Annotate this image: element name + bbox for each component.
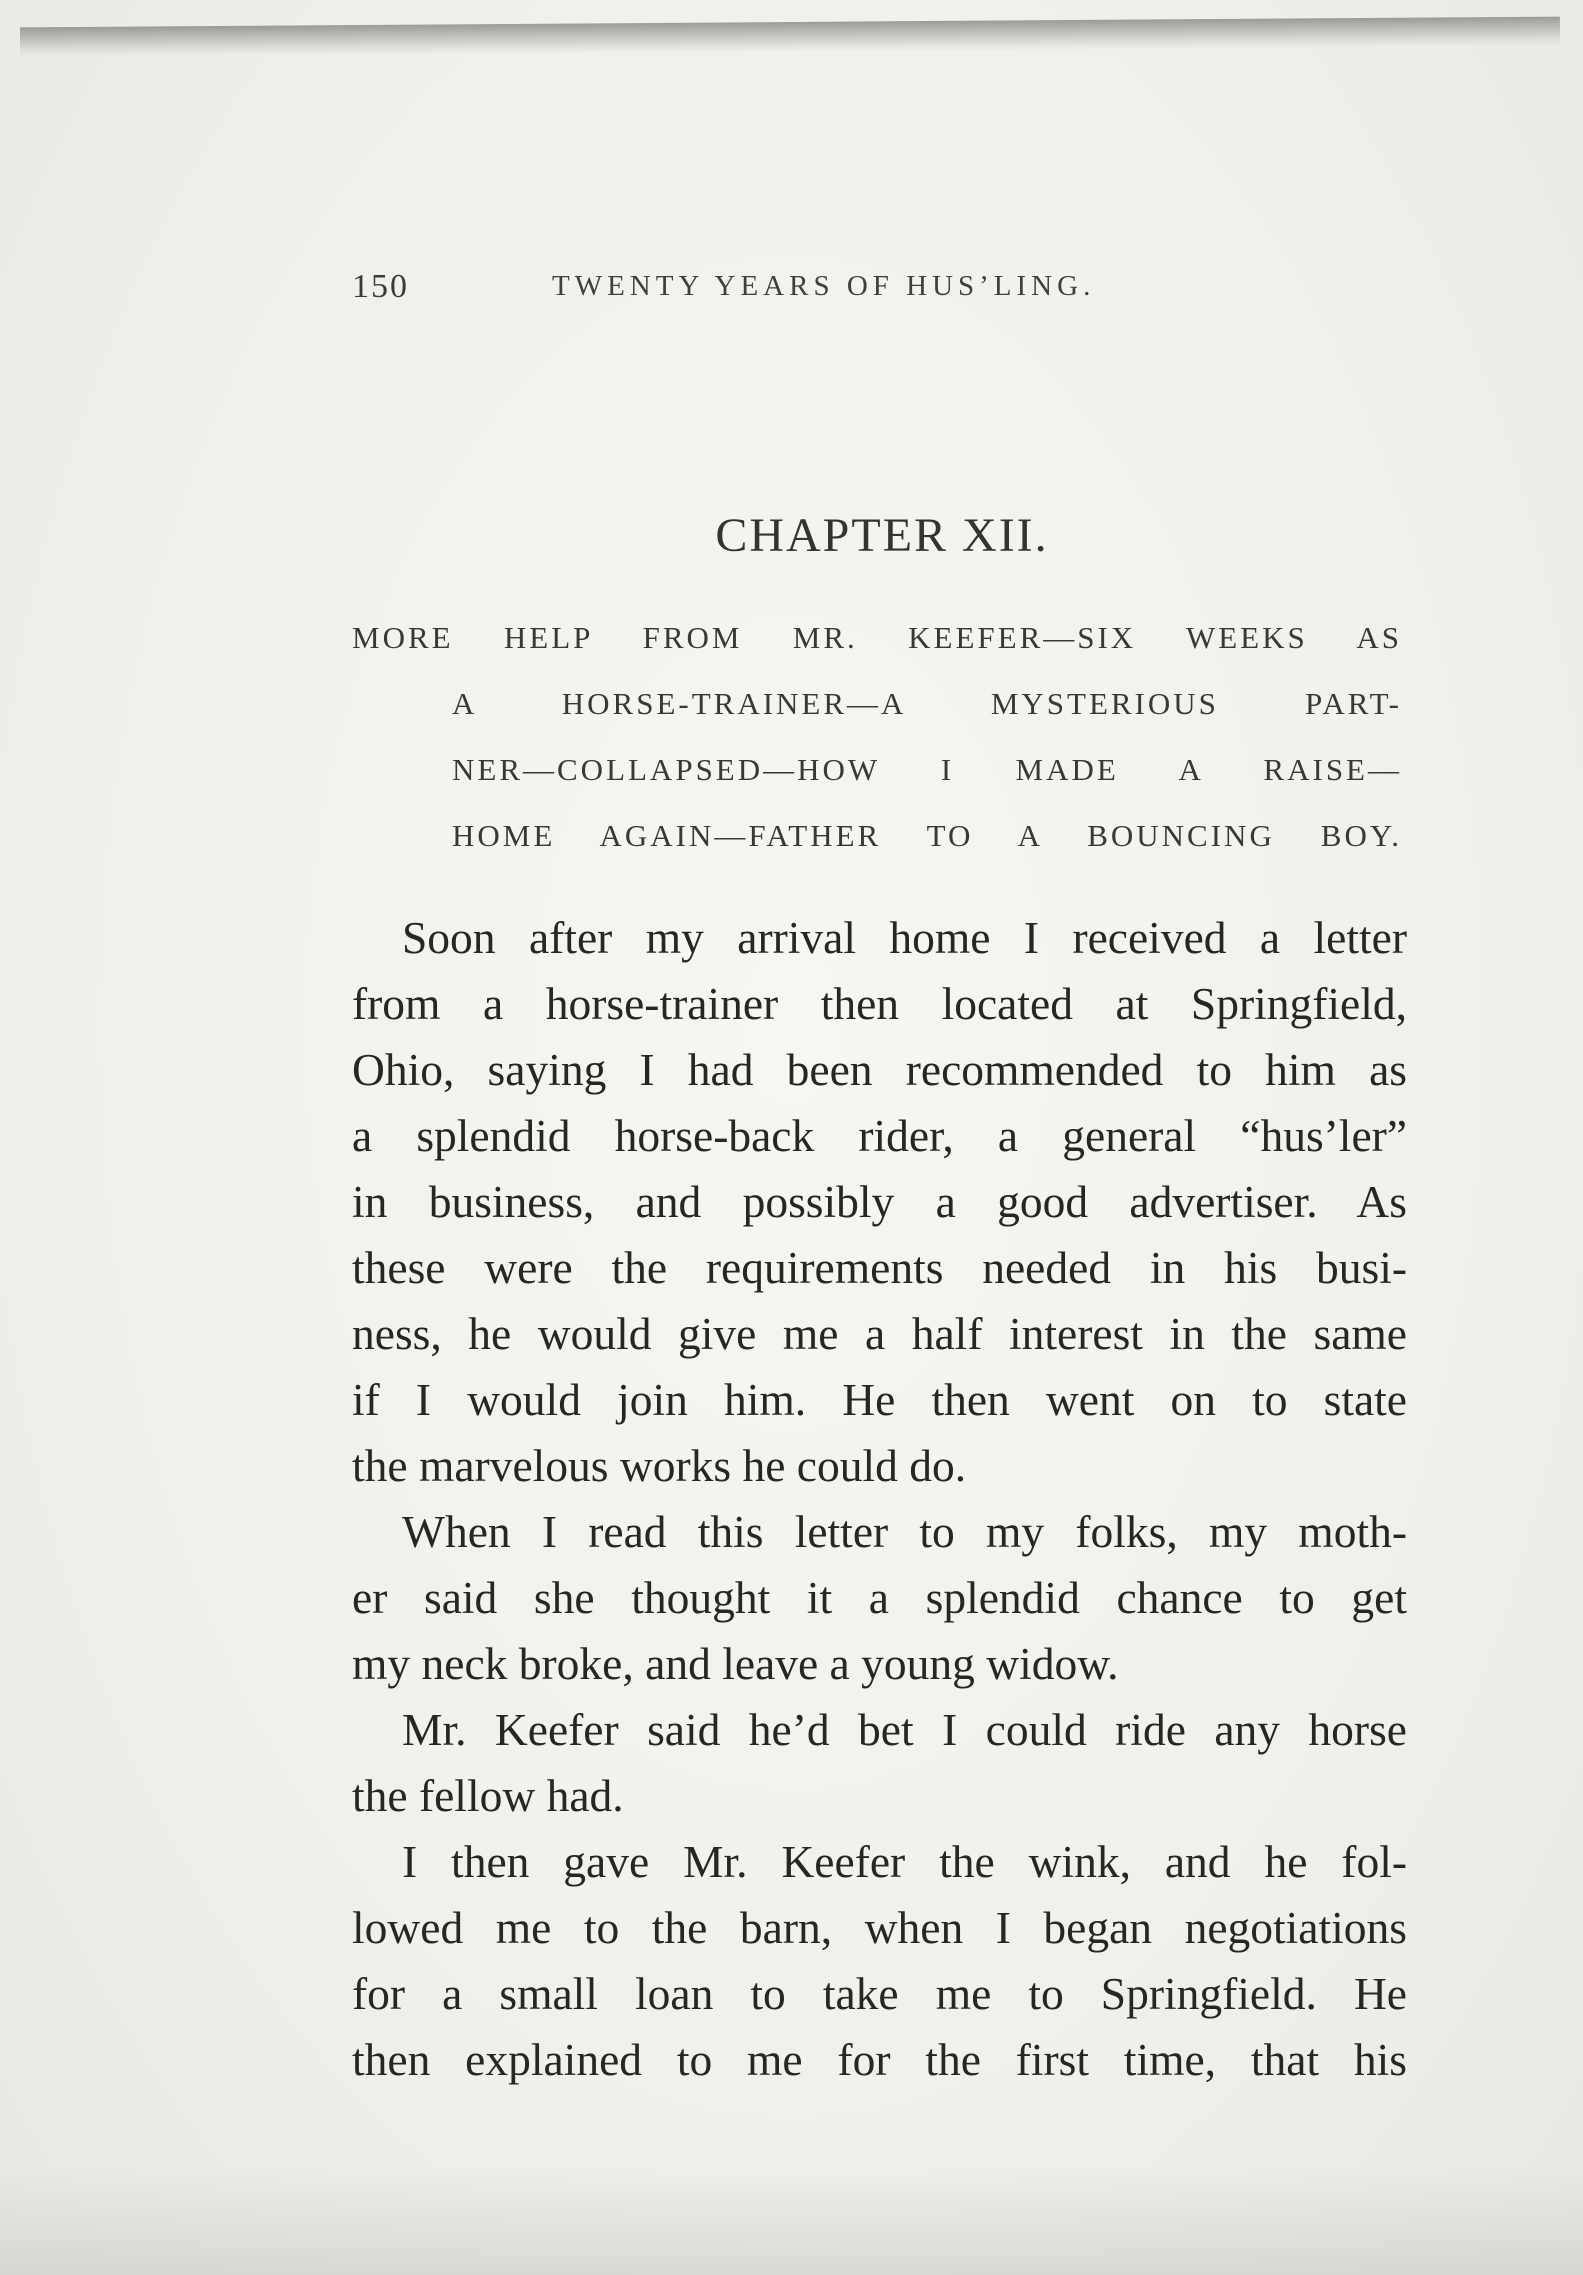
text-line: for a small loan to take me to Springfield. He: [352, 1968, 1407, 2019]
running-head: [352, 268, 1412, 308]
text-line: ness, he would give me a half interest in the same: [352, 1308, 1407, 1359]
text-line: from a horse-trainer then located at Springfield,: [352, 978, 1407, 1029]
synopsis-line: A HORSE-TRAINER—A MYSTERIOUS PART-: [452, 686, 1402, 721]
running-title: TWENTY YEARS OF HUS’LING.: [552, 270, 1096, 302]
text-line: When I read this letter to my folks, my moth-: [402, 1506, 1407, 1557]
text-line: Ohio, saying I had been recommended to him as: [352, 1044, 1407, 1095]
text-line: then explained to me for the first time, that his: [352, 2034, 1407, 2085]
scan-bottom-grain: [0, 2165, 1583, 2275]
synopsis-line: MORE HELP FROM MR. KEEFER—SIX WEEKS AS: [352, 620, 1402, 655]
text-line: these were the requirements needed in his busi-: [352, 1242, 1407, 1293]
text-line: I then gave Mr. Keefer the wink, and he fol-: [402, 1836, 1407, 1887]
text-line: the fellow had.: [352, 1770, 624, 1821]
scan-top-edge: [20, 17, 1560, 58]
text-line: er said she thought it a splendid chance to get: [352, 1572, 1407, 1623]
synopsis-line: NER—COLLAPSED—HOW I MADE A RAISE—: [452, 752, 1402, 787]
text-line: in business, and possibly a good advertiser. As: [352, 1176, 1407, 1227]
text-line: my neck broke, and leave a young widow.: [352, 1638, 1119, 1689]
text-line: if I would join him. He then went on to state: [352, 1374, 1407, 1425]
text-line: the marvelous works he could do.: [352, 1440, 967, 1491]
text-line: lowed me to the barn, when I began negotiations: [352, 1902, 1407, 1953]
page-number: 150: [352, 268, 409, 305]
text-line: Soon after my arrival home I received a letter: [402, 912, 1407, 963]
text-line: a splendid horse-back rider, a general “hus’ler”: [352, 1110, 1407, 1161]
text-line: Mr. Keefer said he’d bet I could ride any horse: [402, 1704, 1407, 1755]
chapter-heading: CHAPTER XII.: [715, 509, 1049, 562]
synopsis-line: HOME AGAIN—FATHER TO A BOUNCING BOY.: [452, 818, 1402, 853]
